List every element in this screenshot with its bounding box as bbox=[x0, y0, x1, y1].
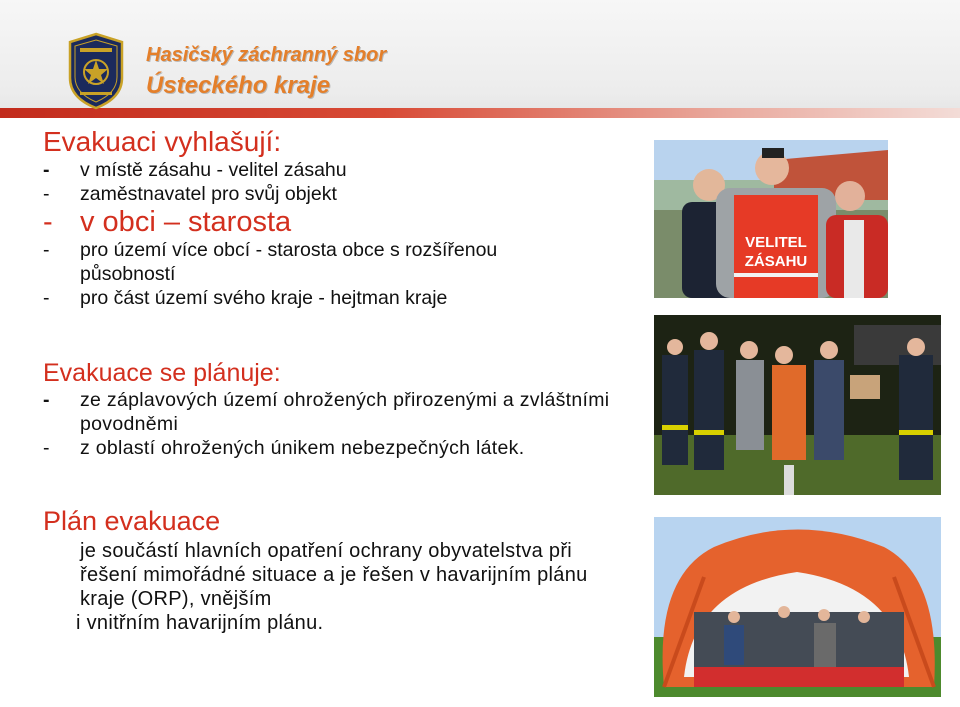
org-region: Ústeckého kraje bbox=[146, 72, 331, 99]
section-title: Evakuaci vyhlašují: bbox=[43, 126, 282, 157]
header-stripe bbox=[0, 108, 960, 118]
list-item: - z oblastí ohrožených únikem nebezpečných látek. bbox=[43, 437, 525, 459]
list-item: - ze záplavových území ohrožených přirozenými a zvláštními povodněmi bbox=[43, 389, 610, 435]
list-item: - v obci – starosta bbox=[43, 206, 292, 238]
photo-incident-commander bbox=[654, 140, 888, 298]
list-item: - pro území více obcí - starosta obce s rozšířenou působností bbox=[43, 239, 498, 285]
list-item: - pro část území svého kraje - hejtman kraje bbox=[43, 287, 448, 309]
fire-rescue-emblem-icon bbox=[66, 32, 126, 110]
section-title: Evakuace se plánuje: bbox=[43, 359, 281, 387]
section-evacuation-plan bbox=[43, 505, 643, 635]
svg-text:VELITEL: VELITEL bbox=[745, 234, 807, 251]
org-name: Hasičský záchranný sbor bbox=[146, 44, 387, 66]
svg-text:ZÁSAHU: ZÁSAHU bbox=[744, 253, 808, 270]
photo-evacuation-night bbox=[654, 315, 941, 495]
list-item: - zaměstnavatel pro svůj objekt bbox=[43, 183, 337, 205]
section-title: Plán evakuace bbox=[43, 506, 221, 536]
list-item: - v místě zásahu - velitel zásahu bbox=[43, 159, 347, 181]
section-evacuation-declared bbox=[43, 126, 623, 310]
section-evacuation-planned bbox=[43, 358, 623, 460]
photo-evacuation-tent bbox=[654, 517, 941, 697]
header-band bbox=[0, 0, 960, 116]
section-text: je součástí hlavních opatření ochrany obyvatelstva při řešení mimořádné situace a je řešen v havarijním plánu kraje (ORP), vnějším i vnitřním havarijním plánu. bbox=[76, 540, 588, 634]
